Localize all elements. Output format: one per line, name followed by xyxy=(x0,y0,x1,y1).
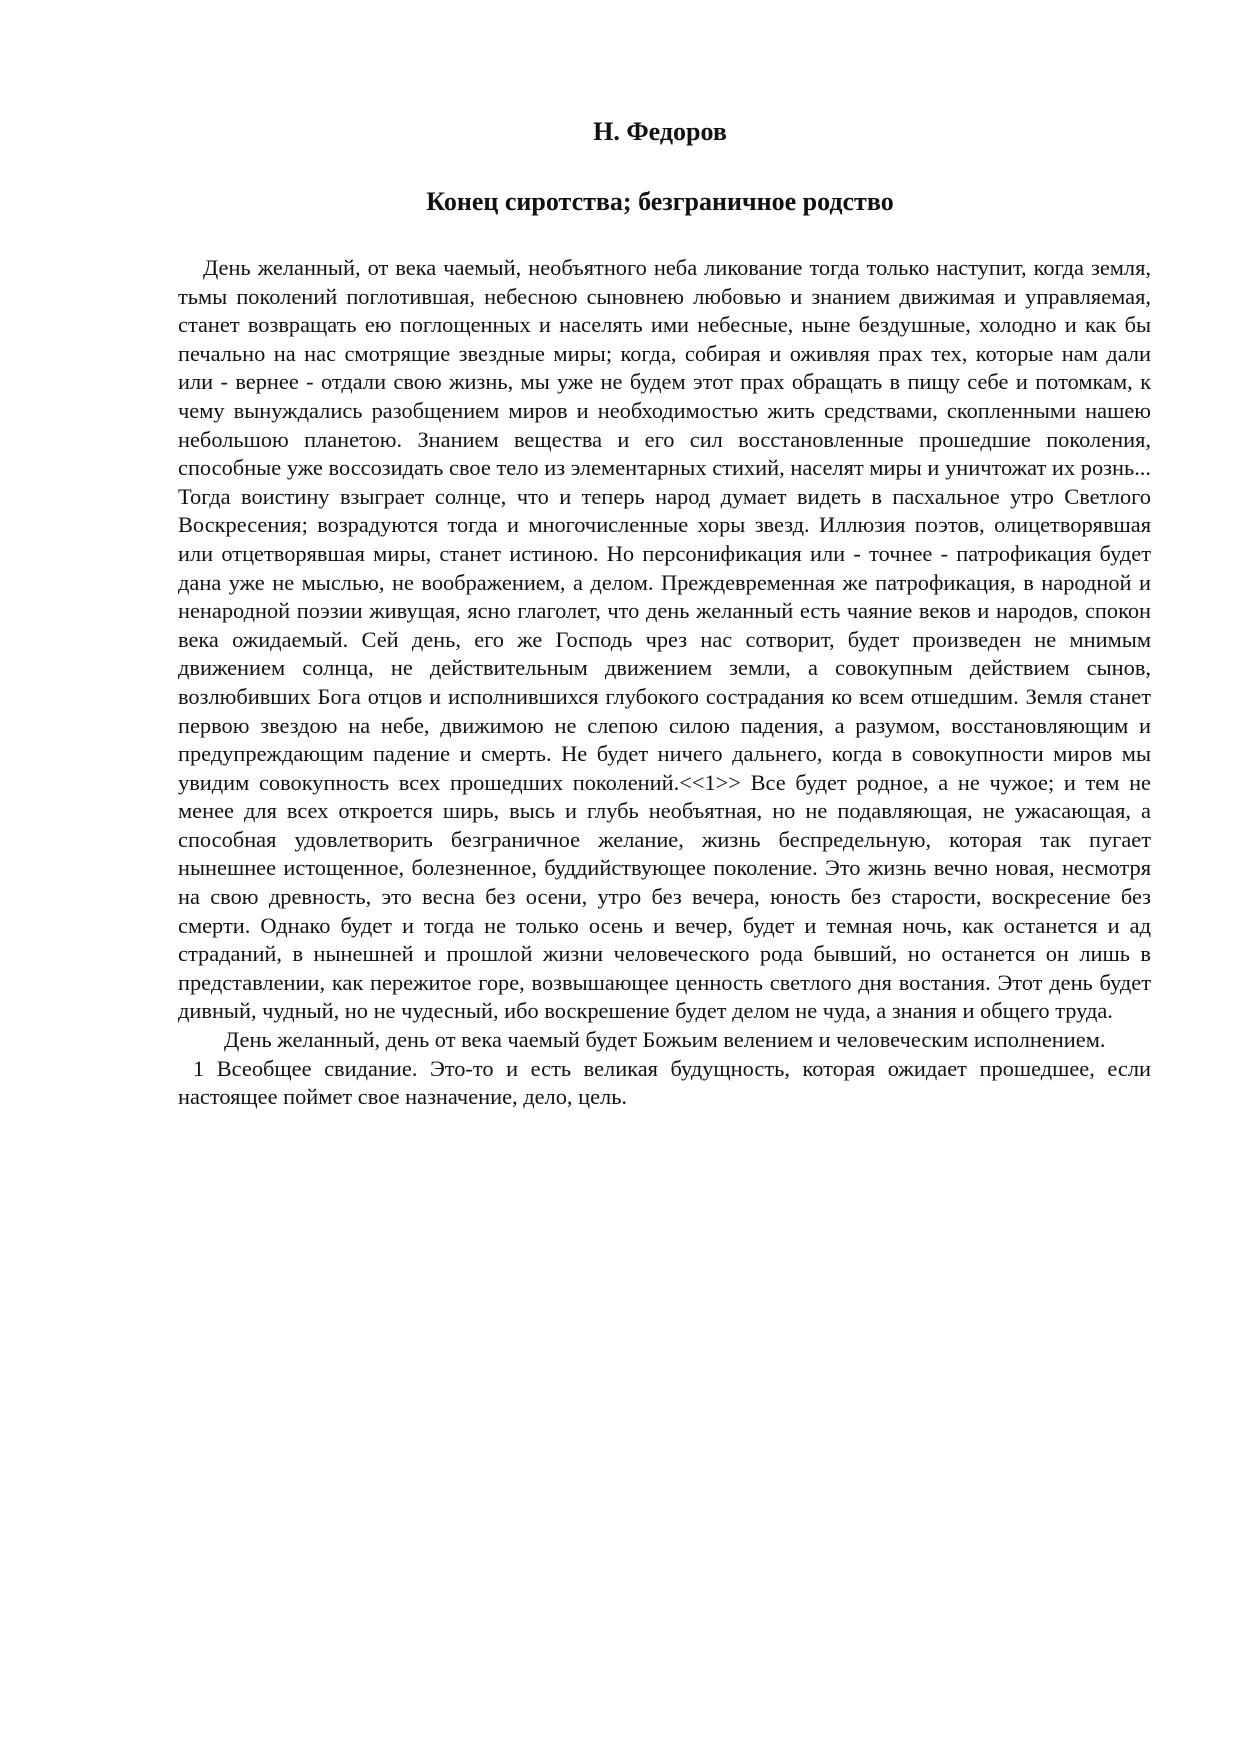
document-title: Конец сиротства; безграничное родство xyxy=(426,187,894,216)
paragraph-1-text-start: День желанный, от века чаемый, необъятного неба ликование тогда только наступит, когда земля, тьмы поколений поглотившая, небесною сыновнею любовью и знанием движимая и управляемая, станет возвращать ею поглощенных и населять ими небесные, ныне бездушные, холодно и как бы печально на нас смотрящие звездные миры; когда, собирая и оживляя прах тех, которые нам дали или - вернее - отдали свою жизнь, мы уже не будем этот прах обращать в пищу себе и потомкам, к чему вынуждались разобщением миров и необходимостью жить средствами, скопленными нашею небольшою планетою. Знанием вещества и его сил восстановленные прошедшие поколения, способные уже воссозидать свое тело из элементарных стихий, населят миры и уничтожат их рознь... Тогда воистину взыграет солнце, что и теперь народ думает видеть в пасхальное утро Светлого Воскресения; возрадуются тогда и многочисленные хоры звезд. Иллюзия поэтов, олицетворявшая или отцетворявшая миры, станет истиною. Но персонификация или - точнее - патрофикация будет дана уже не мыслью, не воображением, а делом. Преждевременная же патрофикация, в народной и ненародной поэзии живущая, ясно глаголет, что день желанный есть чаяние веков и народов, спокон века ожидаемый. Сей день, его же Господь чрез нас сотворит, будет произведен не мнимым движением солнца, не действительным движением земли, а совокупным действием сынов, возлюбивших Бога отцов и исполнившихся глубокого сострадания ко всем отшедшим. Земля станет первою звездою на небе, движимою не слепою силою падения, а разумом, восстановляющим и предупреждающим падение и смерть. Не будет ничего дальнего, когда в совокупности миров мы увидим совокупность всех прошедших поколений. xyxy=(178,255,1151,795)
author-name: Н. Федоров xyxy=(593,117,727,146)
paragraph-1-text-end: Все будет родное, а не чужое; и тем не менее для всех откроется ширь, высь и глубь необъятная, но не подавляющая, не ужасающая, а способная удовлетворить безграничное желание, жизнь беспредельную, которая так пугает нынешнее истощенное, болезненное, буддийствующее поколение. Это жизнь вечно новая, несмотря на свою древность, это весна без осени, утро без вечера, юность без старости, воскресение без смерти. Однако будет и тогда не только осень и вечер, будет и темная ночь, как останется и ад страданий, в нынешней и прошлой жизни человеческого рода бывший, но останется он лишь в представлении, как пережитое горе, возвышающее ценность светлого дня востания. Этот день будет дивный, чудный, но не чудесный, ибо воскрешение будет делом не чуда, а знания и общего труда. xyxy=(178,769,1151,1024)
footnote-reference-link[interactable]: <<1>> xyxy=(679,769,741,795)
paragraph-1 xyxy=(178,254,1151,1026)
body-text xyxy=(178,254,1151,1112)
footnote: 1 Всеобщее свидание. Это-то и есть великая будущность, которая ожидает прошедшее, если настоящее поймет свое назначение, дело, цель. xyxy=(178,1055,1151,1110)
paragraph-2: День желанный, день от века чаемый будет Божьим велением и человеческим исполнением. xyxy=(224,1027,1106,1053)
